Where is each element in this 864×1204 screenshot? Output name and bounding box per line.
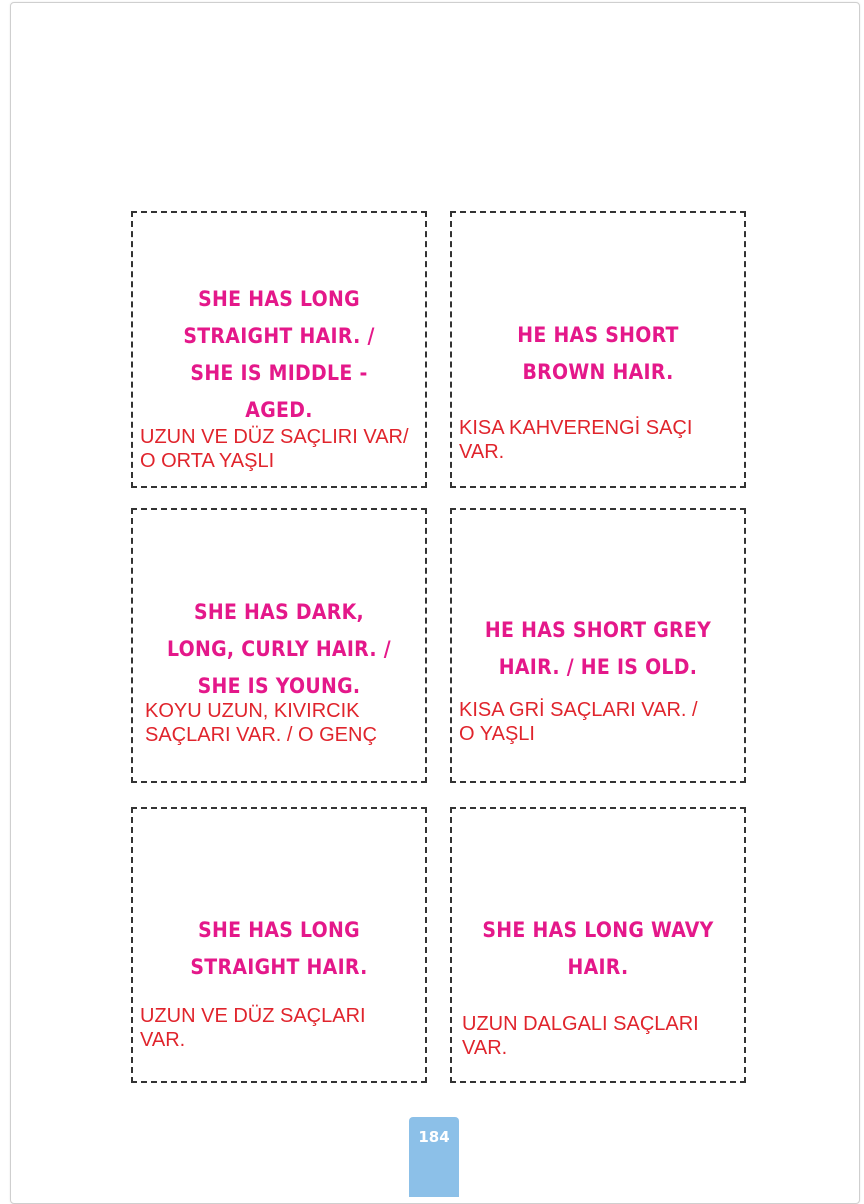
page-number-tab <box>409 1117 459 1197</box>
flashcard-4 <box>450 508 746 783</box>
card-turkish-text: UZUN DALGALI SAÇLARI VAR. <box>462 1013 699 1059</box>
flashcard-5 <box>131 807 427 1083</box>
card-turkish-text: KOYU UZUN, KIVIRCIK SAÇLARI VAR. / O GENÇ <box>145 700 377 746</box>
card-turkish-text: UZUN VE DÜZ SAÇLARI VAR. <box>140 1005 366 1051</box>
flashcard-6 <box>450 807 746 1083</box>
flashcard-1 <box>131 211 427 488</box>
card-turkish-text: UZUN VE DÜZ SAÇLIRI VAR/ O ORTA YAŞLI <box>140 426 409 472</box>
card-english-text: SHE HAS LONG WAVY HAIR. <box>482 918 714 979</box>
card-english-text: HE HAS SHORT BROWN HAIR. <box>517 323 679 384</box>
card-english-text: SHE HAS DARK, LONG, CURLY HAIR. / SHE IS YOUNG. <box>167 600 391 698</box>
card-turkish-text: KISA KAHVERENGİ SAÇI VAR. <box>459 417 693 463</box>
card-turkish-text: KISA GRİ SAÇLARI VAR. / O YAŞLI <box>459 699 698 745</box>
page-number: 184 <box>418 1128 450 1146</box>
flashcard-3 <box>131 508 427 783</box>
card-english-text: SHE HAS LONG STRAIGHT HAIR. <box>190 918 368 979</box>
card-english-text: HE HAS SHORT GREY HAIR. / HE IS OLD. <box>484 618 712 679</box>
card-english-text: SHE HAS LONG STRAIGHT HAIR. / SHE IS MIDDLE - AGED. <box>183 287 375 422</box>
flashcard-2 <box>450 211 746 488</box>
